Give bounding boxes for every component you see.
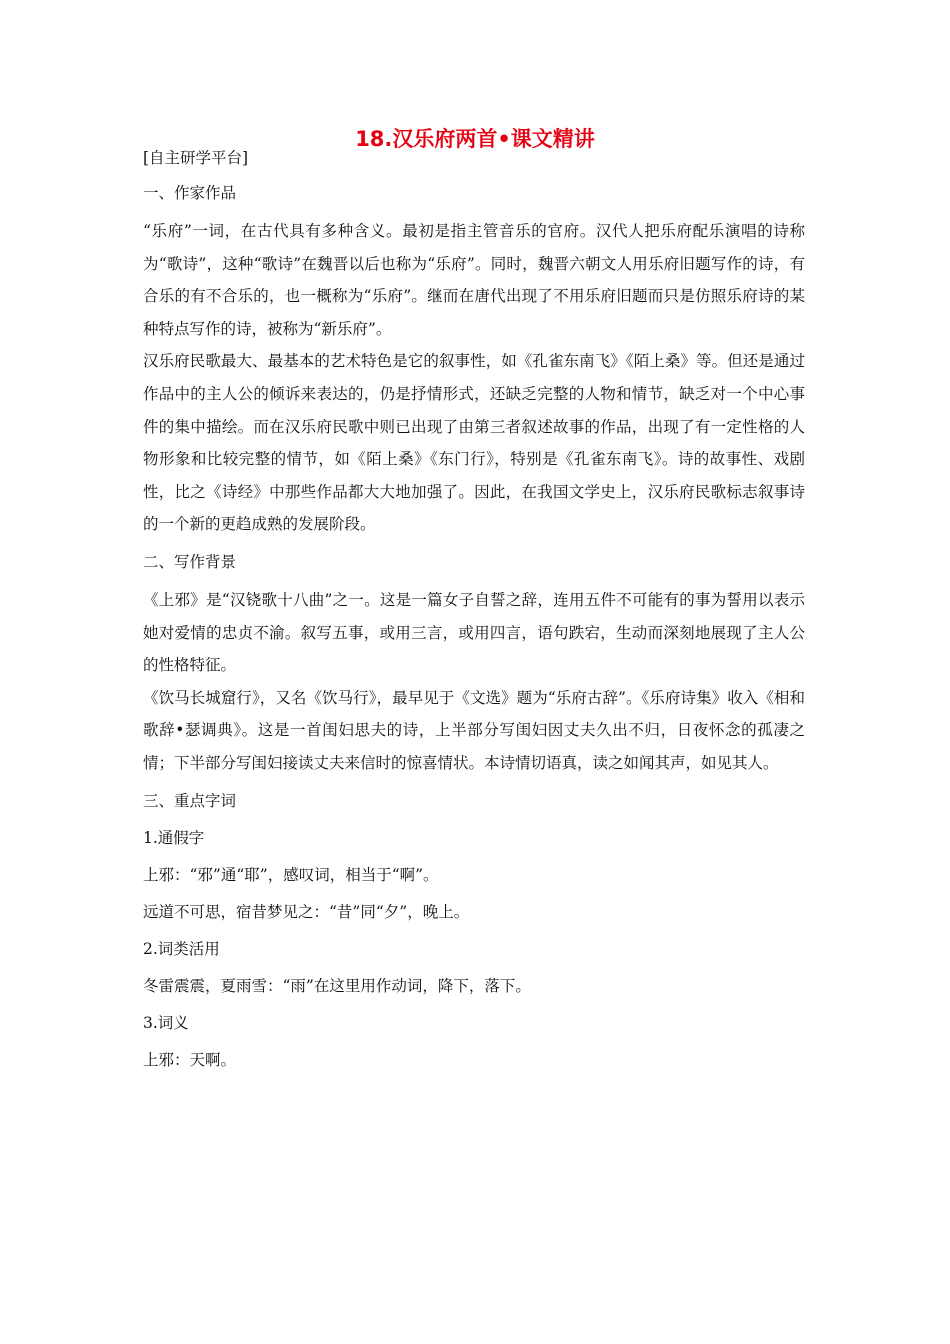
platform-label: [自主研学平台]: [143, 149, 249, 167]
subheading-word-meaning: 3.词义: [143, 1013, 189, 1032]
document-title: 18.汉乐府两首•课文精讲: [355, 127, 595, 151]
subheading-tongjiazi: 1.通假字: [143, 828, 205, 847]
vocab-item: 上邪：“邪”通“耶”，感叹词，相当于“啊”。: [143, 865, 439, 884]
section-heading-works: 一、作家作品: [143, 184, 237, 202]
paragraph-shangye-background: 《上邪》是“汉铙歌十八曲”之一。这是一篇女子自誓之辞，连用五件不可能有的事为誓用以表示她对爱情的忠贞不渝。叙写五事，或用三言，或用四言，语句跌宕，生动而深刻地展现了主人公的性格特征。: [143, 590, 805, 675]
vocab-item: 上邪：天啊。: [143, 1050, 237, 1069]
subheading-word-class: 2.词类活用: [143, 939, 220, 958]
paragraph-yuefu-definition: “乐府”一词，在古代具有多种含义。最初是指主管音乐的官府。汉代人把乐府配乐演唱的诗称为“歌诗”，这种“歌诗”在魏晋以后也称为“乐府”。同时，魏晋六朝文人用乐府旧题写作的诗，有合乐的有不合乐的，也一概称为“乐府”。继而在唐代出现了不用乐府旧题而只是仿照乐府诗的某种特点写作的诗，被称为“新乐府”。: [143, 222, 805, 338]
paragraph-yuefu-features: 汉乐府民歌最大、最基本的艺术特色是它的叙事性，如《孔雀东南飞》《陌上桑》等。但还是通过作品中的主人公的倾诉来表达的，仍是抒情形式，还缺乏完整的人物和情节，缺乏对一个中心事件的集中描绘。而在汉乐府民歌中则已出现了由第三者叙述故事的作品，出现了有一定性格的人物形象和比较完整的情节，如《陌上桑》《东门行》，特别是《孔雀东南飞》。诗的故事性、戏剧性，比之《诗经》中那些作品都大大地加强了。因此，在我国文学史上，汉乐府民歌标志叙事诗的一个新的更趋成熟的发展阶段。: [143, 352, 805, 534]
section-heading-vocabulary: 三、重点字词: [143, 791, 237, 810]
paragraph-yinma-background: 《饮马长城窟行》，又名《饮马行》，最早见于《文选》题为“乐府古辞”。《乐府诗集》收入《相和歌辞•瑟调典》。这是一首闺妇思夫的诗，上半部分写闺妇因丈夫久出不归，日夜怀念的孤凄之情；下半部分写闺妇接读丈夫来信时的惊喜情状。本诗情切语真，读之如闻其声，如见其人。: [143, 688, 805, 772]
vocab-item: 远道不可思，宿昔梦见之：“昔”同“夕”，晚上。: [143, 902, 470, 921]
document-body: [143, 145, 805, 1074]
vocab-item: 冬雷震震，夏雨雪：“雨”在这里用作动词，降下，落下。: [143, 976, 531, 995]
section-heading-background: 二、写作背景: [143, 552, 237, 571]
